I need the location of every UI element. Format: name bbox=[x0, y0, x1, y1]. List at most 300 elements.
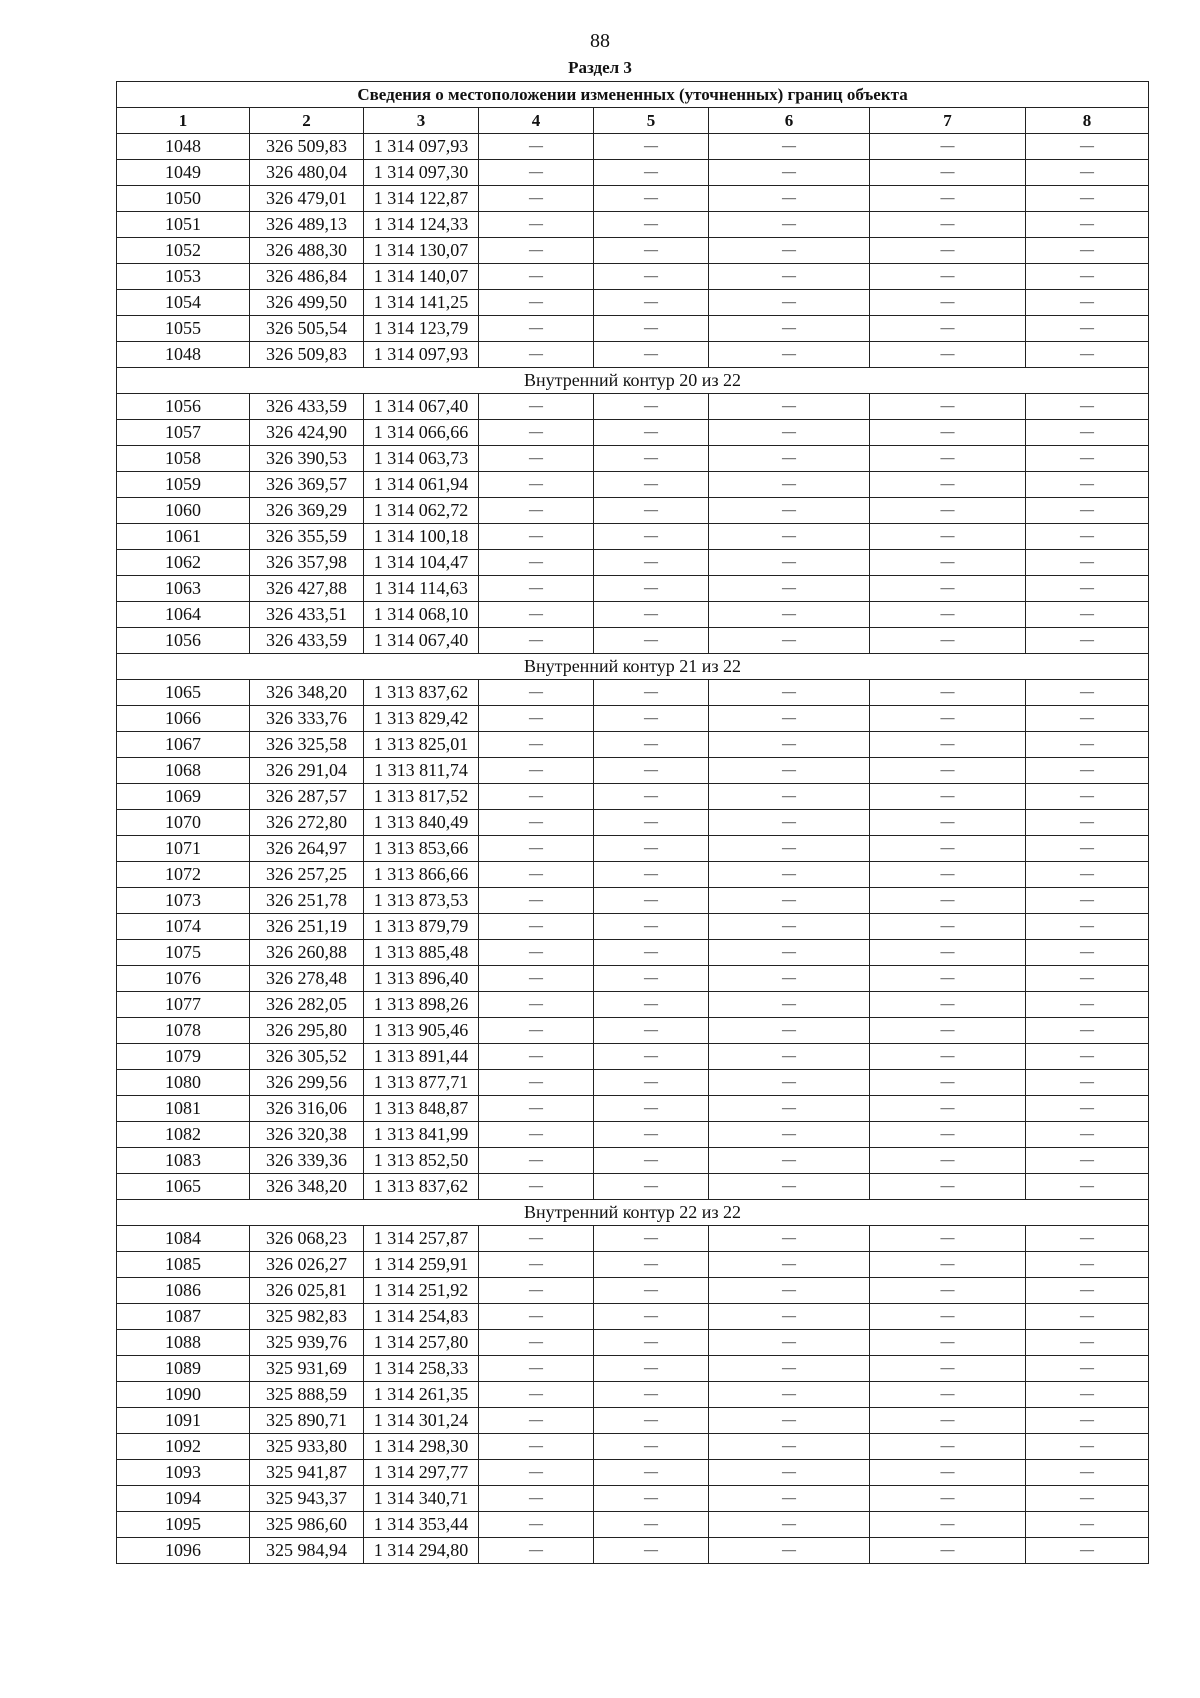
empty-value-dash: — bbox=[479, 992, 594, 1018]
empty-value-dash: — bbox=[479, 160, 594, 186]
table-row bbox=[117, 342, 1149, 368]
table-row bbox=[117, 1044, 1149, 1070]
empty-value-dash: — bbox=[870, 888, 1026, 914]
point-number-cell: 1095 bbox=[117, 1512, 250, 1538]
table-row bbox=[117, 1226, 1149, 1252]
y-coordinate-cell: 1 313 866,66 bbox=[364, 862, 479, 888]
x-coordinate-cell: 326 325,58 bbox=[250, 732, 364, 758]
empty-value-dash: — bbox=[709, 238, 870, 264]
empty-value-dash: — bbox=[479, 810, 594, 836]
y-coordinate-cell: 1 314 298,30 bbox=[364, 1434, 479, 1460]
empty-value-dash: — bbox=[1026, 420, 1149, 446]
empty-value-dash: — bbox=[594, 264, 709, 290]
empty-value-dash: — bbox=[1026, 1018, 1149, 1044]
table-row bbox=[117, 1122, 1149, 1148]
empty-value-dash: — bbox=[1026, 862, 1149, 888]
empty-value-dash: — bbox=[594, 810, 709, 836]
empty-value-dash: — bbox=[594, 498, 709, 524]
empty-value-dash: — bbox=[870, 342, 1026, 368]
empty-value-dash: — bbox=[1026, 914, 1149, 940]
empty-value-dash: — bbox=[709, 1382, 870, 1408]
empty-value-dash: — bbox=[870, 1252, 1026, 1278]
empty-value-dash: — bbox=[594, 992, 709, 1018]
point-number-cell: 1048 bbox=[117, 134, 250, 160]
empty-value-dash: — bbox=[479, 1486, 594, 1512]
table-row bbox=[117, 394, 1149, 420]
empty-value-dash: — bbox=[479, 732, 594, 758]
table-row bbox=[117, 290, 1149, 316]
empty-value-dash: — bbox=[709, 680, 870, 706]
empty-value-dash: — bbox=[479, 550, 594, 576]
empty-value-dash: — bbox=[709, 1486, 870, 1512]
empty-value-dash: — bbox=[709, 1330, 870, 1356]
table-row bbox=[117, 420, 1149, 446]
empty-value-dash: — bbox=[1026, 524, 1149, 550]
empty-value-dash: — bbox=[709, 836, 870, 862]
y-coordinate-cell: 1 314 251,92 bbox=[364, 1278, 479, 1304]
empty-value-dash: — bbox=[594, 1356, 709, 1382]
empty-value-dash: — bbox=[709, 1538, 870, 1564]
x-coordinate-cell: 325 931,69 bbox=[250, 1356, 364, 1382]
point-number-cell: 1073 bbox=[117, 888, 250, 914]
empty-value-dash: — bbox=[709, 966, 870, 992]
empty-value-dash: — bbox=[479, 1382, 594, 1408]
empty-value-dash: — bbox=[479, 680, 594, 706]
empty-value-dash: — bbox=[709, 394, 870, 420]
empty-value-dash: — bbox=[594, 1174, 709, 1200]
empty-value-dash: — bbox=[594, 888, 709, 914]
empty-value-dash: — bbox=[594, 446, 709, 472]
boundary-coordinates-table bbox=[116, 81, 1149, 1564]
empty-value-dash: — bbox=[594, 576, 709, 602]
empty-value-dash: — bbox=[709, 1122, 870, 1148]
empty-value-dash: — bbox=[1026, 498, 1149, 524]
empty-value-dash: — bbox=[870, 576, 1026, 602]
point-number-cell: 1066 bbox=[117, 706, 250, 732]
empty-value-dash: — bbox=[1026, 316, 1149, 342]
empty-value-dash: — bbox=[594, 1512, 709, 1538]
empty-value-dash: — bbox=[709, 784, 870, 810]
empty-value-dash: — bbox=[479, 966, 594, 992]
empty-value-dash: — bbox=[709, 264, 870, 290]
empty-value-dash: — bbox=[1026, 1408, 1149, 1434]
empty-value-dash: — bbox=[594, 1148, 709, 1174]
empty-value-dash: — bbox=[479, 940, 594, 966]
empty-value-dash: — bbox=[870, 706, 1026, 732]
empty-value-dash: — bbox=[479, 446, 594, 472]
empty-value-dash: — bbox=[870, 1330, 1026, 1356]
empty-value-dash: — bbox=[1026, 758, 1149, 784]
table-row bbox=[117, 836, 1149, 862]
point-number-cell: 1059 bbox=[117, 472, 250, 498]
x-coordinate-cell: 326 355,59 bbox=[250, 524, 364, 550]
page-number: 88 bbox=[590, 30, 610, 52]
empty-value-dash: — bbox=[870, 1148, 1026, 1174]
empty-value-dash: — bbox=[1026, 836, 1149, 862]
x-coordinate-cell: 325 890,71 bbox=[250, 1408, 364, 1434]
empty-value-dash: — bbox=[870, 186, 1026, 212]
empty-value-dash: — bbox=[479, 134, 594, 160]
point-number-cell: 1082 bbox=[117, 1122, 250, 1148]
x-coordinate-cell: 326 499,50 bbox=[250, 290, 364, 316]
y-coordinate-cell: 1 314 066,66 bbox=[364, 420, 479, 446]
empty-value-dash: — bbox=[870, 836, 1026, 862]
empty-value-dash: — bbox=[870, 602, 1026, 628]
empty-value-dash: — bbox=[594, 966, 709, 992]
column-header: 4 bbox=[479, 108, 594, 134]
table-row bbox=[117, 446, 1149, 472]
empty-value-dash: — bbox=[1026, 992, 1149, 1018]
empty-value-dash: — bbox=[479, 524, 594, 550]
empty-value-dash: — bbox=[594, 940, 709, 966]
empty-value-dash: — bbox=[1026, 134, 1149, 160]
empty-value-dash: — bbox=[594, 914, 709, 940]
empty-value-dash: — bbox=[870, 862, 1026, 888]
point-number-cell: 1051 bbox=[117, 212, 250, 238]
y-coordinate-cell: 1 314 301,24 bbox=[364, 1408, 479, 1434]
y-coordinate-cell: 1 313 905,46 bbox=[364, 1018, 479, 1044]
empty-value-dash: — bbox=[709, 290, 870, 316]
empty-value-dash: — bbox=[870, 524, 1026, 550]
empty-value-dash: — bbox=[709, 1512, 870, 1538]
x-coordinate-cell: 326 287,57 bbox=[250, 784, 364, 810]
x-coordinate-cell: 326 251,78 bbox=[250, 888, 364, 914]
table-row bbox=[117, 680, 1149, 706]
x-coordinate-cell: 325 943,37 bbox=[250, 1486, 364, 1512]
contour-header-row bbox=[117, 654, 1149, 680]
empty-value-dash: — bbox=[709, 1356, 870, 1382]
x-coordinate-cell: 326 424,90 bbox=[250, 420, 364, 446]
empty-value-dash: — bbox=[709, 706, 870, 732]
point-number-cell: 1092 bbox=[117, 1434, 250, 1460]
empty-value-dash: — bbox=[1026, 576, 1149, 602]
empty-value-dash: — bbox=[709, 758, 870, 784]
empty-value-dash: — bbox=[870, 1044, 1026, 1070]
table-row bbox=[117, 550, 1149, 576]
y-coordinate-cell: 1 314 257,87 bbox=[364, 1226, 479, 1252]
empty-value-dash: — bbox=[1026, 1252, 1149, 1278]
empty-value-dash: — bbox=[709, 810, 870, 836]
x-coordinate-cell: 326 251,19 bbox=[250, 914, 364, 940]
empty-value-dash: — bbox=[594, 1382, 709, 1408]
empty-value-dash: — bbox=[1026, 238, 1149, 264]
empty-value-dash: — bbox=[709, 472, 870, 498]
table-row bbox=[117, 1538, 1149, 1564]
empty-value-dash: — bbox=[479, 264, 594, 290]
empty-value-dash: — bbox=[1026, 1174, 1149, 1200]
point-number-cell: 1090 bbox=[117, 1382, 250, 1408]
x-coordinate-cell: 326 486,84 bbox=[250, 264, 364, 290]
empty-value-dash: — bbox=[1026, 602, 1149, 628]
empty-value-dash: — bbox=[870, 758, 1026, 784]
table-row bbox=[117, 1018, 1149, 1044]
table-row bbox=[117, 238, 1149, 264]
table-row bbox=[117, 1382, 1149, 1408]
empty-value-dash: — bbox=[709, 134, 870, 160]
point-number-cell: 1060 bbox=[117, 498, 250, 524]
empty-value-dash: — bbox=[870, 992, 1026, 1018]
empty-value-dash: — bbox=[594, 420, 709, 446]
table-row bbox=[117, 264, 1149, 290]
empty-value-dash: — bbox=[1026, 212, 1149, 238]
empty-value-dash: — bbox=[870, 498, 1026, 524]
point-number-cell: 1071 bbox=[117, 836, 250, 862]
y-coordinate-cell: 1 313 891,44 bbox=[364, 1044, 479, 1070]
empty-value-dash: — bbox=[1026, 680, 1149, 706]
empty-value-dash: — bbox=[594, 186, 709, 212]
empty-value-dash: — bbox=[709, 186, 870, 212]
table-row bbox=[117, 888, 1149, 914]
y-coordinate-cell: 1 313 853,66 bbox=[364, 836, 479, 862]
empty-value-dash: — bbox=[1026, 1460, 1149, 1486]
empty-value-dash: — bbox=[709, 420, 870, 446]
empty-value-dash: — bbox=[709, 732, 870, 758]
empty-value-dash: — bbox=[709, 1252, 870, 1278]
empty-value-dash: — bbox=[1026, 160, 1149, 186]
point-number-cell: 1086 bbox=[117, 1278, 250, 1304]
x-coordinate-cell: 325 941,87 bbox=[250, 1460, 364, 1486]
empty-value-dash: — bbox=[870, 810, 1026, 836]
table-row bbox=[117, 1148, 1149, 1174]
empty-value-dash: — bbox=[479, 784, 594, 810]
empty-value-dash: — bbox=[1026, 290, 1149, 316]
y-coordinate-cell: 1 314 067,40 bbox=[364, 628, 479, 654]
empty-value-dash: — bbox=[1026, 1122, 1149, 1148]
x-coordinate-cell: 326 264,97 bbox=[250, 836, 364, 862]
empty-value-dash: — bbox=[870, 1122, 1026, 1148]
empty-value-dash: — bbox=[479, 1434, 594, 1460]
empty-value-dash: — bbox=[709, 1174, 870, 1200]
empty-value-dash: — bbox=[594, 836, 709, 862]
empty-value-dash: — bbox=[870, 550, 1026, 576]
point-number-cell: 1062 bbox=[117, 550, 250, 576]
x-coordinate-cell: 326 505,54 bbox=[250, 316, 364, 342]
y-coordinate-cell: 1 313 848,87 bbox=[364, 1096, 479, 1122]
empty-value-dash: — bbox=[709, 602, 870, 628]
column-number-row bbox=[117, 108, 1149, 134]
empty-value-dash: — bbox=[709, 1304, 870, 1330]
y-coordinate-cell: 1 314 104,47 bbox=[364, 550, 479, 576]
empty-value-dash: — bbox=[709, 446, 870, 472]
empty-value-dash: — bbox=[709, 1434, 870, 1460]
table-body bbox=[117, 134, 1149, 1564]
empty-value-dash: — bbox=[870, 1018, 1026, 1044]
empty-value-dash: — bbox=[594, 1096, 709, 1122]
empty-value-dash: — bbox=[479, 862, 594, 888]
empty-value-dash: — bbox=[594, 134, 709, 160]
table-row bbox=[117, 732, 1149, 758]
y-coordinate-cell: 1 314 259,91 bbox=[364, 1252, 479, 1278]
empty-value-dash: — bbox=[870, 446, 1026, 472]
point-number-cell: 1054 bbox=[117, 290, 250, 316]
empty-value-dash: — bbox=[870, 160, 1026, 186]
empty-value-dash: — bbox=[870, 784, 1026, 810]
table-row bbox=[117, 992, 1149, 1018]
empty-value-dash: — bbox=[870, 1408, 1026, 1434]
empty-value-dash: — bbox=[479, 1512, 594, 1538]
empty-value-dash: — bbox=[870, 628, 1026, 654]
table-caption-row bbox=[117, 82, 1149, 108]
empty-value-dash: — bbox=[1026, 1226, 1149, 1252]
empty-value-dash: — bbox=[870, 1174, 1026, 1200]
empty-value-dash: — bbox=[594, 1486, 709, 1512]
y-coordinate-cell: 1 314 257,80 bbox=[364, 1330, 479, 1356]
x-coordinate-cell: 326 427,88 bbox=[250, 576, 364, 602]
point-number-cell: 1069 bbox=[117, 784, 250, 810]
empty-value-dash: — bbox=[870, 212, 1026, 238]
empty-value-dash: — bbox=[709, 1018, 870, 1044]
table-row bbox=[117, 472, 1149, 498]
contour-label: Внутренний контур 22 из 22 bbox=[117, 1200, 1149, 1226]
empty-value-dash: — bbox=[479, 316, 594, 342]
empty-value-dash: — bbox=[870, 290, 1026, 316]
point-number-cell: 1089 bbox=[117, 1356, 250, 1382]
empty-value-dash: — bbox=[1026, 628, 1149, 654]
table-row bbox=[117, 316, 1149, 342]
empty-value-dash: — bbox=[479, 758, 594, 784]
y-coordinate-cell: 1 313 825,01 bbox=[364, 732, 479, 758]
empty-value-dash: — bbox=[594, 784, 709, 810]
point-number-cell: 1087 bbox=[117, 1304, 250, 1330]
x-coordinate-cell: 326 509,83 bbox=[250, 342, 364, 368]
point-number-cell: 1049 bbox=[117, 160, 250, 186]
table-row bbox=[117, 576, 1149, 602]
empty-value-dash: — bbox=[594, 1226, 709, 1252]
point-number-cell: 1050 bbox=[117, 186, 250, 212]
y-coordinate-cell: 1 313 841,99 bbox=[364, 1122, 479, 1148]
empty-value-dash: — bbox=[870, 1538, 1026, 1564]
table-row bbox=[117, 1096, 1149, 1122]
empty-value-dash: — bbox=[1026, 784, 1149, 810]
point-number-cell: 1048 bbox=[117, 342, 250, 368]
x-coordinate-cell: 326 433,59 bbox=[250, 628, 364, 654]
empty-value-dash: — bbox=[870, 1512, 1026, 1538]
y-coordinate-cell: 1 313 877,71 bbox=[364, 1070, 479, 1096]
empty-value-dash: — bbox=[709, 1096, 870, 1122]
empty-value-dash: — bbox=[479, 238, 594, 264]
empty-value-dash: — bbox=[594, 1122, 709, 1148]
column-header: 8 bbox=[1026, 108, 1149, 134]
x-coordinate-cell: 326 260,88 bbox=[250, 940, 364, 966]
y-coordinate-cell: 1 313 829,42 bbox=[364, 706, 479, 732]
empty-value-dash: — bbox=[479, 1018, 594, 1044]
empty-value-dash: — bbox=[479, 1252, 594, 1278]
y-coordinate-cell: 1 314 114,63 bbox=[364, 576, 479, 602]
point-number-cell: 1065 bbox=[117, 680, 250, 706]
y-coordinate-cell: 1 314 063,73 bbox=[364, 446, 479, 472]
x-coordinate-cell: 326 295,80 bbox=[250, 1018, 364, 1044]
y-coordinate-cell: 1 314 068,10 bbox=[364, 602, 479, 628]
y-coordinate-cell: 1 314 140,07 bbox=[364, 264, 479, 290]
empty-value-dash: — bbox=[479, 498, 594, 524]
point-number-cell: 1063 bbox=[117, 576, 250, 602]
empty-value-dash: — bbox=[870, 680, 1026, 706]
empty-value-dash: — bbox=[870, 1382, 1026, 1408]
x-coordinate-cell: 326 489,13 bbox=[250, 212, 364, 238]
empty-value-dash: — bbox=[594, 212, 709, 238]
y-coordinate-cell: 1 314 130,07 bbox=[364, 238, 479, 264]
column-header: 3 bbox=[364, 108, 479, 134]
point-number-cell: 1078 bbox=[117, 1018, 250, 1044]
empty-value-dash: — bbox=[594, 1434, 709, 1460]
y-coordinate-cell: 1 314 294,80 bbox=[364, 1538, 479, 1564]
empty-value-dash: — bbox=[870, 1226, 1026, 1252]
x-coordinate-cell: 326 257,25 bbox=[250, 862, 364, 888]
empty-value-dash: — bbox=[1026, 706, 1149, 732]
empty-value-dash: — bbox=[594, 732, 709, 758]
point-number-cell: 1081 bbox=[117, 1096, 250, 1122]
table-row bbox=[117, 758, 1149, 784]
empty-value-dash: — bbox=[1026, 1382, 1149, 1408]
y-coordinate-cell: 1 314 097,93 bbox=[364, 134, 479, 160]
empty-value-dash: — bbox=[1026, 888, 1149, 914]
y-coordinate-cell: 1 314 340,71 bbox=[364, 1486, 479, 1512]
empty-value-dash: — bbox=[594, 862, 709, 888]
empty-value-dash: — bbox=[594, 1018, 709, 1044]
empty-value-dash: — bbox=[479, 420, 594, 446]
y-coordinate-cell: 1 314 141,25 bbox=[364, 290, 479, 316]
x-coordinate-cell: 326 333,76 bbox=[250, 706, 364, 732]
point-number-cell: 1083 bbox=[117, 1148, 250, 1174]
point-number-cell: 1058 bbox=[117, 446, 250, 472]
point-number-cell: 1061 bbox=[117, 524, 250, 550]
table-row bbox=[117, 1174, 1149, 1200]
table-row bbox=[117, 1434, 1149, 1460]
empty-value-dash: — bbox=[709, 524, 870, 550]
empty-value-dash: — bbox=[870, 1278, 1026, 1304]
x-coordinate-cell: 325 888,59 bbox=[250, 1382, 364, 1408]
empty-value-dash: — bbox=[594, 706, 709, 732]
y-coordinate-cell: 1 313 840,49 bbox=[364, 810, 479, 836]
empty-value-dash: — bbox=[594, 1278, 709, 1304]
y-coordinate-cell: 1 314 097,30 bbox=[364, 160, 479, 186]
x-coordinate-cell: 326 369,29 bbox=[250, 498, 364, 524]
empty-value-dash: — bbox=[1026, 342, 1149, 368]
empty-value-dash: — bbox=[594, 472, 709, 498]
table-row bbox=[117, 940, 1149, 966]
empty-value-dash: — bbox=[870, 134, 1026, 160]
table-row bbox=[117, 1408, 1149, 1434]
y-coordinate-cell: 1 313 879,79 bbox=[364, 914, 479, 940]
empty-value-dash: — bbox=[870, 420, 1026, 446]
empty-value-dash: — bbox=[1026, 264, 1149, 290]
empty-value-dash: — bbox=[594, 628, 709, 654]
empty-value-dash: — bbox=[594, 1538, 709, 1564]
empty-value-dash: — bbox=[479, 290, 594, 316]
empty-value-dash: — bbox=[479, 1096, 594, 1122]
x-coordinate-cell: 325 986,60 bbox=[250, 1512, 364, 1538]
empty-value-dash: — bbox=[479, 914, 594, 940]
contour-header-row bbox=[117, 368, 1149, 394]
point-number-cell: 1067 bbox=[117, 732, 250, 758]
empty-value-dash: — bbox=[1026, 940, 1149, 966]
x-coordinate-cell: 326 479,01 bbox=[250, 186, 364, 212]
x-coordinate-cell: 326 509,83 bbox=[250, 134, 364, 160]
empty-value-dash: — bbox=[870, 1304, 1026, 1330]
empty-value-dash: — bbox=[709, 316, 870, 342]
empty-value-dash: — bbox=[709, 550, 870, 576]
empty-value-dash: — bbox=[709, 576, 870, 602]
empty-value-dash: — bbox=[594, 680, 709, 706]
point-number-cell: 1057 bbox=[117, 420, 250, 446]
y-coordinate-cell: 1 313 873,53 bbox=[364, 888, 479, 914]
point-number-cell: 1075 bbox=[117, 940, 250, 966]
point-number-cell: 1080 bbox=[117, 1070, 250, 1096]
x-coordinate-cell: 326 433,59 bbox=[250, 394, 364, 420]
table-row bbox=[117, 1460, 1149, 1486]
contour-header-row bbox=[117, 1200, 1149, 1226]
point-number-cell: 1096 bbox=[117, 1538, 250, 1564]
